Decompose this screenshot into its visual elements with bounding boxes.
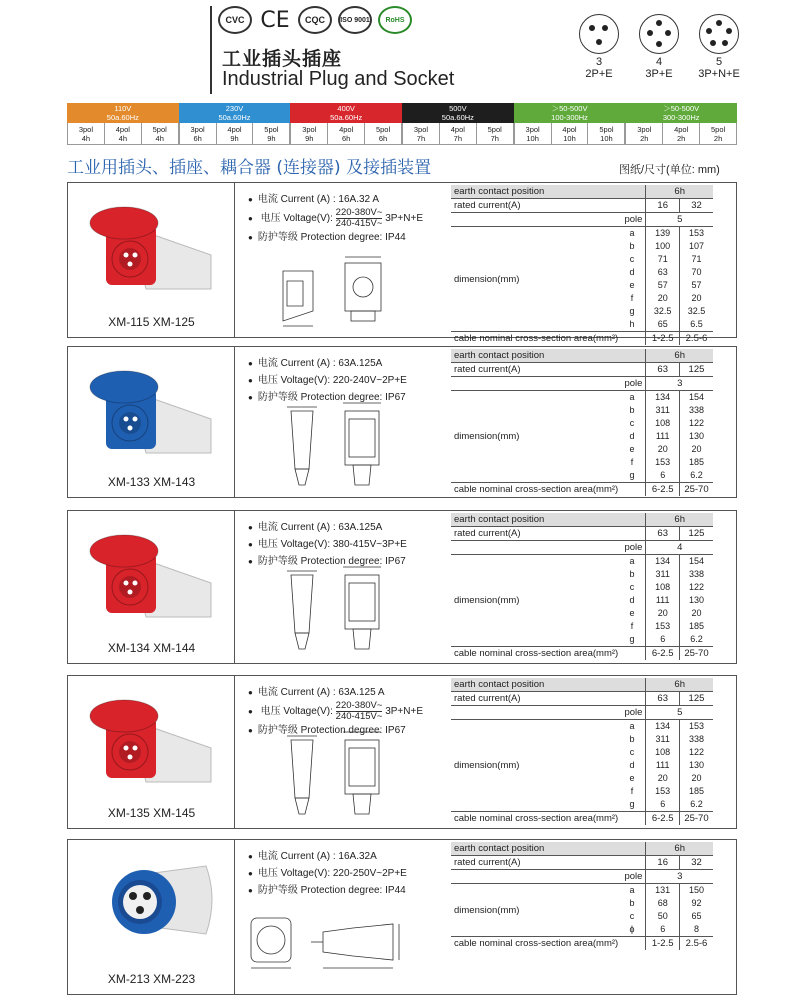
cable-value-2: 25-70 bbox=[679, 812, 713, 826]
product-card bbox=[67, 510, 737, 664]
voltage-segment bbox=[290, 103, 402, 145]
pin-type: 3P+N+E bbox=[698, 68, 740, 80]
socket-face-3pin-icon bbox=[579, 14, 619, 54]
earth-value: 6h bbox=[646, 185, 713, 199]
pole-cell bbox=[700, 123, 737, 145]
cable-label: cable nominal cross-section area(mm²) bbox=[451, 332, 646, 346]
pole-label: 3pol bbox=[190, 125, 205, 134]
dimension-label: dimension(mm) bbox=[451, 720, 619, 812]
socket-face-5pin-icon bbox=[699, 14, 739, 54]
hour-label: 6h bbox=[378, 134, 388, 143]
ce-logo: CE bbox=[260, 7, 290, 33]
dim-values-2: 154 338 122 130 20 185 6.2 bbox=[679, 391, 713, 483]
pole-label: 4pol bbox=[227, 125, 242, 134]
pole-label: 3pol bbox=[78, 125, 94, 134]
hour-label: 6h bbox=[342, 134, 351, 143]
pole-cell bbox=[217, 123, 254, 145]
voltage-segment bbox=[179, 103, 291, 145]
socket-image bbox=[76, 361, 226, 476]
pin-config-3 bbox=[576, 14, 622, 80]
dim-values-2: 154 338 122 130 20 185 6.2 bbox=[679, 555, 713, 647]
product-image-cell bbox=[68, 347, 235, 497]
frequency-label: 50a.60Hz bbox=[441, 113, 474, 122]
cvc-logo: CVC bbox=[218, 6, 252, 34]
rated-label: rated current(A) bbox=[454, 528, 521, 539]
spec-voltage: ● 电压 Voltage(V): 220-240V~2P+E bbox=[248, 372, 407, 389]
spec-current: ● 电流 Current (A) : 63A.125 A bbox=[248, 684, 423, 701]
voltage-segment bbox=[402, 103, 514, 145]
hour-label: 10h bbox=[563, 134, 576, 143]
pole-cell bbox=[663, 123, 700, 145]
rated-value-2: 32 bbox=[679, 199, 713, 213]
product-image-cell bbox=[68, 183, 235, 337]
cable-value-1: 1-2.5 bbox=[646, 332, 680, 346]
product-model: XM-134 XM-144 bbox=[107, 641, 196, 655]
product-model: XM-133 XM-143 bbox=[107, 475, 196, 489]
spec-table bbox=[451, 678, 713, 825]
pin-type: 2P+E bbox=[585, 68, 613, 80]
cable-value-2: 2.5-6 bbox=[679, 332, 713, 346]
voltage-header bbox=[625, 103, 737, 123]
pole-cell bbox=[403, 123, 440, 145]
voltage-header bbox=[179, 103, 291, 123]
pole-cell bbox=[552, 123, 589, 145]
earth-value: 6h bbox=[646, 513, 713, 527]
spec-table bbox=[451, 842, 713, 950]
cable-value-1: 1-2.5 bbox=[646, 937, 680, 951]
cable-value-1: 6-2.5 bbox=[646, 812, 680, 826]
pole-label: 4pol bbox=[339, 125, 354, 134]
earth-label: earth contact position bbox=[451, 842, 646, 856]
rated-value-2: 125 bbox=[679, 363, 713, 377]
pole-label: pole bbox=[619, 706, 646, 720]
hour-label: 4h bbox=[81, 134, 91, 143]
hour-label: 4h bbox=[155, 134, 164, 143]
dim-letters: a b c d e f g bbox=[619, 555, 646, 647]
voltage-segment bbox=[625, 103, 737, 145]
pole-label: 5pol bbox=[599, 125, 614, 134]
dimension-drawing bbox=[273, 399, 393, 502]
pole-label: 5pol bbox=[264, 125, 279, 134]
hour-label: 9h bbox=[230, 134, 239, 143]
spec-table bbox=[451, 513, 713, 660]
pole-label: 5pol bbox=[710, 125, 726, 134]
rated-value-2: 125 bbox=[679, 527, 713, 541]
rated-value-2: 32 bbox=[679, 856, 713, 870]
pole-cell bbox=[328, 123, 365, 145]
iso-logo: ISO 9001 bbox=[338, 6, 372, 34]
spec-voltage: ● 电压 Voltage(V): $\frac{220-380V\sim}{240-415V\sim}$ 3P+N+E bbox=[248, 701, 423, 722]
rated-value-2: 125 bbox=[679, 692, 713, 706]
earth-value: 6h bbox=[646, 349, 713, 363]
dim-letters: a b c d e f g bbox=[619, 720, 646, 812]
spec-current: ● 电流 Current (A) : 63A.125A bbox=[248, 355, 407, 372]
spec-voltage: ● 电压 Voltage(V): $\frac{220-380V\sim}{240-415V\sim}$ 3P+N+E bbox=[248, 208, 423, 229]
hour-label: 7h bbox=[453, 134, 463, 143]
rated-value-1: 16 bbox=[646, 856, 680, 870]
pole-label: 4pol bbox=[115, 125, 130, 134]
frequency-label: 50a.60Hz bbox=[330, 113, 363, 122]
voltage-header bbox=[67, 103, 179, 123]
pin-config-4 bbox=[636, 14, 682, 80]
spec-list bbox=[248, 848, 407, 899]
cable-label: cable nominal cross-section area(mm²) bbox=[451, 483, 646, 497]
dim-values-1: 134 311 108 111 20 153 6 bbox=[646, 720, 680, 812]
dim-values-2: 150 92 65 8 bbox=[679, 884, 713, 937]
dim-values-2: 153 107 71 70 57 20 32.5 6.5 bbox=[679, 227, 713, 332]
product-model: XM-115 XM-125 bbox=[108, 315, 195, 329]
rated-value-1: 63 bbox=[646, 692, 680, 706]
frequency-label: 50a.60Hz bbox=[106, 113, 139, 122]
dim-letters: a b c d e f g bbox=[619, 391, 646, 483]
pole-label: 3pol bbox=[525, 125, 540, 134]
pole-label: 5pol bbox=[487, 125, 502, 134]
spec-voltage: ● 电压 Voltage(V): 380-415V~3P+E bbox=[248, 536, 407, 553]
pole-label: 5pol bbox=[152, 125, 167, 134]
cable-value-2: 2.5-6 bbox=[679, 937, 713, 951]
dimension-drawing bbox=[273, 563, 393, 666]
dimension-label: dimension(mm) bbox=[451, 555, 619, 647]
spec-list bbox=[248, 191, 423, 246]
dimension-label: dimension(mm) bbox=[451, 884, 619, 937]
spec-protection: ● 防护等级 Protection degree: IP44 bbox=[248, 882, 407, 899]
rated-label: rated current(A) bbox=[454, 693, 521, 704]
product-card bbox=[67, 346, 737, 498]
frequency-label: 100-300Hz bbox=[551, 113, 588, 122]
hour-label: 7h bbox=[416, 134, 426, 143]
earth-label: earth contact position bbox=[451, 185, 646, 199]
rohs-logo: RoHS bbox=[378, 6, 412, 34]
hour-label: 2h bbox=[713, 134, 723, 143]
product-image-cell bbox=[68, 840, 235, 994]
dim-values-2: 153 338 122 130 20 185 6.2 bbox=[679, 720, 713, 812]
pole-value: 4 bbox=[646, 541, 713, 555]
section-title: 工业用插头、插座、耦合器 (连接器) 及接插装置 bbox=[67, 158, 432, 178]
socket-image bbox=[76, 197, 226, 312]
unit-note: 图纸/尺寸(单位: mm) bbox=[619, 164, 720, 176]
socket-image bbox=[76, 690, 226, 805]
cable-value-2: 25-70 bbox=[679, 647, 713, 661]
dim-values-1: 134 311 108 111 20 153 6 bbox=[646, 391, 680, 483]
dim-values-1: 139 100 71 63 57 20 32.5 65 bbox=[646, 227, 680, 332]
pole-cell bbox=[253, 123, 290, 145]
cqc-logo: CQC bbox=[298, 6, 332, 34]
frequency-label: 300-300Hz bbox=[662, 113, 700, 122]
earth-value: 6h bbox=[646, 678, 713, 692]
product-card bbox=[67, 675, 737, 829]
hour-label: 9h bbox=[267, 134, 276, 143]
rated-value-1: 63 bbox=[646, 527, 680, 541]
hour-label: 9h bbox=[305, 134, 314, 143]
hour-label: 10h bbox=[526, 134, 539, 143]
voltage-header bbox=[514, 103, 626, 123]
spec-protection: ● 防护等级 Protection degree: IP67 bbox=[248, 389, 407, 406]
frequency-label: 50a.60Hz bbox=[218, 113, 251, 122]
socket-face-4pin-icon bbox=[639, 14, 679, 54]
certification-logos bbox=[218, 6, 412, 34]
hour-label: 2h bbox=[677, 134, 686, 143]
pole-cell bbox=[365, 123, 402, 145]
pole-label: pole bbox=[619, 541, 646, 555]
pole-label: pole bbox=[619, 377, 646, 391]
pole-cell bbox=[626, 123, 663, 145]
voltage-label: 500V bbox=[449, 104, 467, 113]
spec-current: ● 电流 Current (A) : 63A.125A bbox=[248, 519, 407, 536]
product-image-cell bbox=[68, 511, 235, 663]
pole-label: 3pol bbox=[302, 125, 317, 134]
pole-label: 3pol bbox=[413, 125, 429, 134]
pole-label: 4pol bbox=[562, 125, 577, 134]
voltage-color-bar bbox=[67, 103, 737, 145]
pole-cell bbox=[68, 123, 105, 145]
hour-label: 4h bbox=[118, 134, 127, 143]
pole-value: 5 bbox=[646, 213, 713, 227]
pole-cell bbox=[440, 123, 477, 145]
pole-cell bbox=[180, 123, 217, 145]
socket-image bbox=[76, 854, 226, 969]
dimension-drawing bbox=[243, 912, 443, 981]
pin-configurations bbox=[576, 14, 742, 80]
pole-value: 5 bbox=[646, 706, 713, 720]
dim-letters: a b c ɸ bbox=[619, 884, 646, 937]
dim-values-1: 131 68 50 6 bbox=[646, 884, 680, 937]
earth-label: earth contact position bbox=[451, 513, 646, 527]
cable-label: cable nominal cross-section area(mm²) bbox=[451, 937, 646, 951]
voltage-header bbox=[402, 103, 514, 123]
earth-label: earth contact position bbox=[451, 349, 646, 363]
voltage-label: 110V bbox=[114, 104, 132, 113]
title-divider bbox=[210, 6, 212, 94]
pole-cell bbox=[105, 123, 142, 145]
dim-values-1: 134 311 108 111 20 153 6 bbox=[646, 555, 680, 647]
voltage-segment bbox=[67, 103, 179, 145]
hour-label: 7h bbox=[490, 134, 499, 143]
pole-value: 3 bbox=[646, 377, 713, 391]
pole-cell bbox=[588, 123, 625, 145]
socket-image bbox=[76, 525, 226, 640]
rated-label: rated current(A) bbox=[454, 200, 521, 211]
dimension-drawing bbox=[273, 251, 393, 336]
pole-label: 4pol bbox=[674, 125, 689, 134]
earth-label: earth contact position bbox=[451, 678, 646, 692]
cable-label: cable nominal cross-section area(mm²) bbox=[451, 647, 646, 661]
pole-value: 3 bbox=[646, 870, 713, 884]
spec-current: ● 电流 Current (A) : 16A.32A bbox=[248, 848, 407, 865]
dimension-label: dimension(mm) bbox=[451, 227, 619, 332]
product-model: XM-213 XM-223 bbox=[107, 972, 196, 986]
pole-label: 3pol bbox=[637, 125, 652, 134]
pole-label: pole bbox=[619, 870, 646, 884]
rated-label: rated current(A) bbox=[454, 857, 521, 868]
product-card bbox=[67, 839, 737, 995]
pin-count: 5 bbox=[715, 56, 723, 68]
page-title-cn: 工业插头插座 bbox=[222, 48, 343, 70]
product-model: XM-135 XM-145 bbox=[107, 806, 196, 820]
voltage-label: 400V bbox=[337, 104, 355, 113]
rated-value-1: 16 bbox=[646, 199, 680, 213]
pole-cell bbox=[291, 123, 328, 145]
spec-protection: ● 防护等级 Protection degree: IP67 bbox=[248, 722, 423, 739]
earth-value: 6h bbox=[646, 842, 713, 856]
hour-label: 6h bbox=[193, 134, 202, 143]
hour-label: 2h bbox=[640, 134, 649, 143]
hour-label: 10h bbox=[600, 134, 613, 143]
cable-value-1: 6-2.5 bbox=[646, 483, 680, 497]
cable-label: cable nominal cross-section area(mm²) bbox=[451, 812, 646, 826]
product-image-cell bbox=[68, 676, 235, 828]
voltage-segment bbox=[514, 103, 626, 145]
pole-label: pole bbox=[619, 213, 646, 227]
pin-config-5 bbox=[696, 14, 742, 80]
rated-label: rated current(A) bbox=[454, 364, 521, 375]
spec-table bbox=[451, 185, 713, 345]
dim-letters: a b c d e f g h bbox=[619, 227, 646, 332]
voltage-header bbox=[290, 103, 402, 123]
pin-count: 3 bbox=[595, 56, 603, 68]
pole-cell bbox=[515, 123, 552, 145]
page-title-en: Industrial Plug and Socket bbox=[222, 68, 455, 90]
cable-value-1: 6-2.5 bbox=[646, 647, 680, 661]
cable-value-2: 25-70 bbox=[679, 483, 713, 497]
spec-protection: ● 防护等级 Protection degree: IP67 bbox=[248, 553, 407, 570]
dimension-label: dimension(mm) bbox=[451, 391, 619, 483]
voltage-label: 230V bbox=[225, 104, 244, 113]
product-card bbox=[67, 182, 737, 344]
voltage-label: ＞50-500V bbox=[663, 104, 700, 113]
pole-label: 4pol bbox=[450, 125, 465, 134]
pole-cell bbox=[477, 123, 514, 145]
pin-count: 4 bbox=[655, 56, 663, 68]
pole-label: 5pol bbox=[375, 125, 391, 134]
rated-value-1: 63 bbox=[646, 363, 680, 377]
spec-table bbox=[451, 349, 713, 496]
spec-current: ● 电流 Current (A) : 16A.32 A bbox=[248, 191, 423, 208]
spec-protection: ● 防护等级 Protection degree: IP44 bbox=[248, 229, 423, 246]
dimension-drawing bbox=[273, 728, 393, 831]
voltage-label: ＞50-500V bbox=[551, 104, 588, 113]
pin-type: 3P+E bbox=[645, 68, 673, 80]
pole-cell bbox=[142, 123, 179, 145]
spec-voltage: ● 电压 Voltage(V): 220-250V~2P+E bbox=[248, 865, 407, 882]
